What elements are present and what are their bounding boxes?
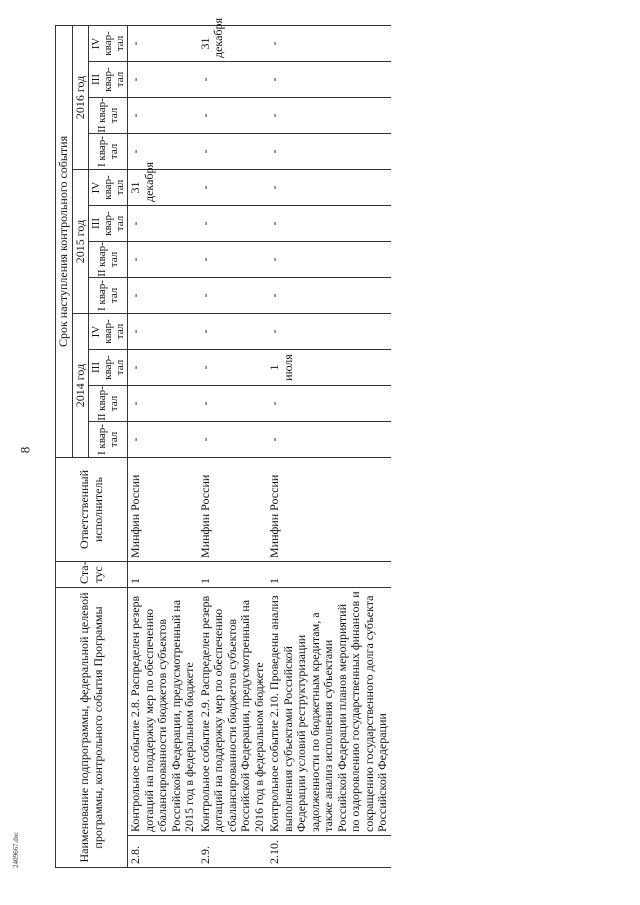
event-name: Контрольное событие 2.8. Распределен резерв дотаций на поддержку мер по обеспечению сбалансированности бюджетов субъектов Российской Федерации, предусмотренный на 2015 год в федеральном бюджете — [128, 588, 198, 836]
quarter-cell: - — [198, 206, 268, 242]
control-events-table — [55, 17, 391, 868]
quarter-cell: - — [267, 278, 391, 314]
header-quarter: II квар-тал — [89, 98, 128, 134]
quarter-cell: - — [267, 62, 391, 98]
row-number: 2.9. — [198, 836, 268, 868]
header-quarter: III квар-тал — [89, 350, 128, 386]
quarter-cell: - — [128, 242, 198, 278]
header-quarter: II квар-тал — [89, 386, 128, 422]
quarter-cell: - — [128, 350, 198, 386]
header-quarter: II квар-тал — [89, 242, 128, 278]
quarter-cell: - — [128, 278, 198, 314]
quarter-cell: - — [267, 98, 391, 134]
event-status: 1 — [128, 562, 198, 588]
quarter-cell: - — [267, 314, 391, 350]
quarter-cell: - — [198, 350, 268, 386]
header-responsible: Ответственный исполнитель — [56, 458, 128, 562]
header-name: Наименование подпрограммы, федеральной целевой программы, контрольного события Программы — [56, 588, 128, 868]
header-status: Ста-тус — [56, 562, 128, 588]
quarter-cell: - — [128, 25, 198, 61]
event-responsible: Минфин России — [267, 458, 391, 562]
header-deadline: Срок наступления контрольного события — [56, 25, 73, 457]
table-row — [267, 25, 391, 867]
quarter-cell: 31 декабря — [128, 170, 198, 206]
event-name: Контрольное событие 2.10. Проведены анализ выполнения субъектами Российской Федерации условий реструктуризации задолженности по бюджетным кредитам, а также анализ исполнения субъектами Российской Федерации планов мероприятий по оздоровлению государственных финансов и сокращению государственного долга субъекта Российской Федерации — [267, 588, 391, 836]
quarter-cell: - — [198, 134, 268, 170]
event-name: Контрольное событие 2.9. Распределен резерв дотаций на поддержку мер по обеспечению сбалансированности бюджетов субъектов Российской Федерации, предусмотренный на 2016 год в федеральном бюджете — [198, 588, 268, 836]
header-quarter: IV квар-тал — [89, 314, 128, 350]
quarter-cell: - — [128, 98, 198, 134]
quarter-cell: - — [267, 422, 391, 458]
quarter-cell: - — [198, 98, 268, 134]
quarter-cell: - — [198, 314, 268, 350]
quarter-cell: - — [128, 314, 198, 350]
event-status: 1 — [267, 562, 391, 588]
header-quarter: IV квар-тал — [89, 25, 128, 61]
header-year-2014: 2014 год — [72, 314, 89, 458]
header-quarter: III квар-тал — [89, 206, 128, 242]
event-responsible: Минфин России — [198, 458, 268, 562]
row-number: 2.8. — [128, 836, 198, 868]
quarter-cell: - — [198, 242, 268, 278]
quarter-cell: - — [128, 62, 198, 98]
quarter-cell: - — [267, 170, 391, 206]
quarter-cell: - — [128, 206, 198, 242]
header-year-2016: 2016 год — [72, 25, 89, 169]
header-quarter: I квар-тал — [89, 278, 128, 314]
quarter-cell: - — [198, 278, 268, 314]
header-quarter: I квар-тал — [89, 422, 128, 458]
event-status: 1 — [198, 562, 268, 588]
quarter-cell: - — [128, 422, 198, 458]
quarter-cell: - — [267, 25, 391, 61]
event-responsible: Минфин России — [128, 458, 198, 562]
document-code: 2409667.doc — [12, 831, 20, 868]
quarter-cell: 31 декабря — [198, 25, 268, 61]
table-header — [56, 25, 128, 867]
quarter-cell: - — [198, 62, 268, 98]
header-year-2015: 2015 год — [72, 170, 89, 314]
quarter-cell: - — [198, 422, 268, 458]
quarter-cell: - — [128, 134, 198, 170]
table-row — [128, 25, 198, 867]
quarter-cell: - — [198, 386, 268, 422]
header-quarter: III квар-тал — [89, 62, 128, 98]
quarter-cell: - — [128, 386, 198, 422]
quarter-cell: - — [267, 242, 391, 278]
header-quarter: IV квар-тал — [89, 170, 128, 206]
header-quarter: I квар-тал — [89, 134, 128, 170]
page-number: 8 — [17, 446, 33, 454]
quarter-cell: - — [267, 386, 391, 422]
quarter-cell: - — [267, 206, 391, 242]
row-number: 2.10. — [267, 836, 391, 868]
rotated-page — [55, 17, 605, 868]
quarter-cell: - — [198, 170, 268, 206]
table-row — [198, 25, 268, 867]
quarter-cell: 1 июля — [267, 350, 391, 386]
quarter-cell: - — [267, 134, 391, 170]
